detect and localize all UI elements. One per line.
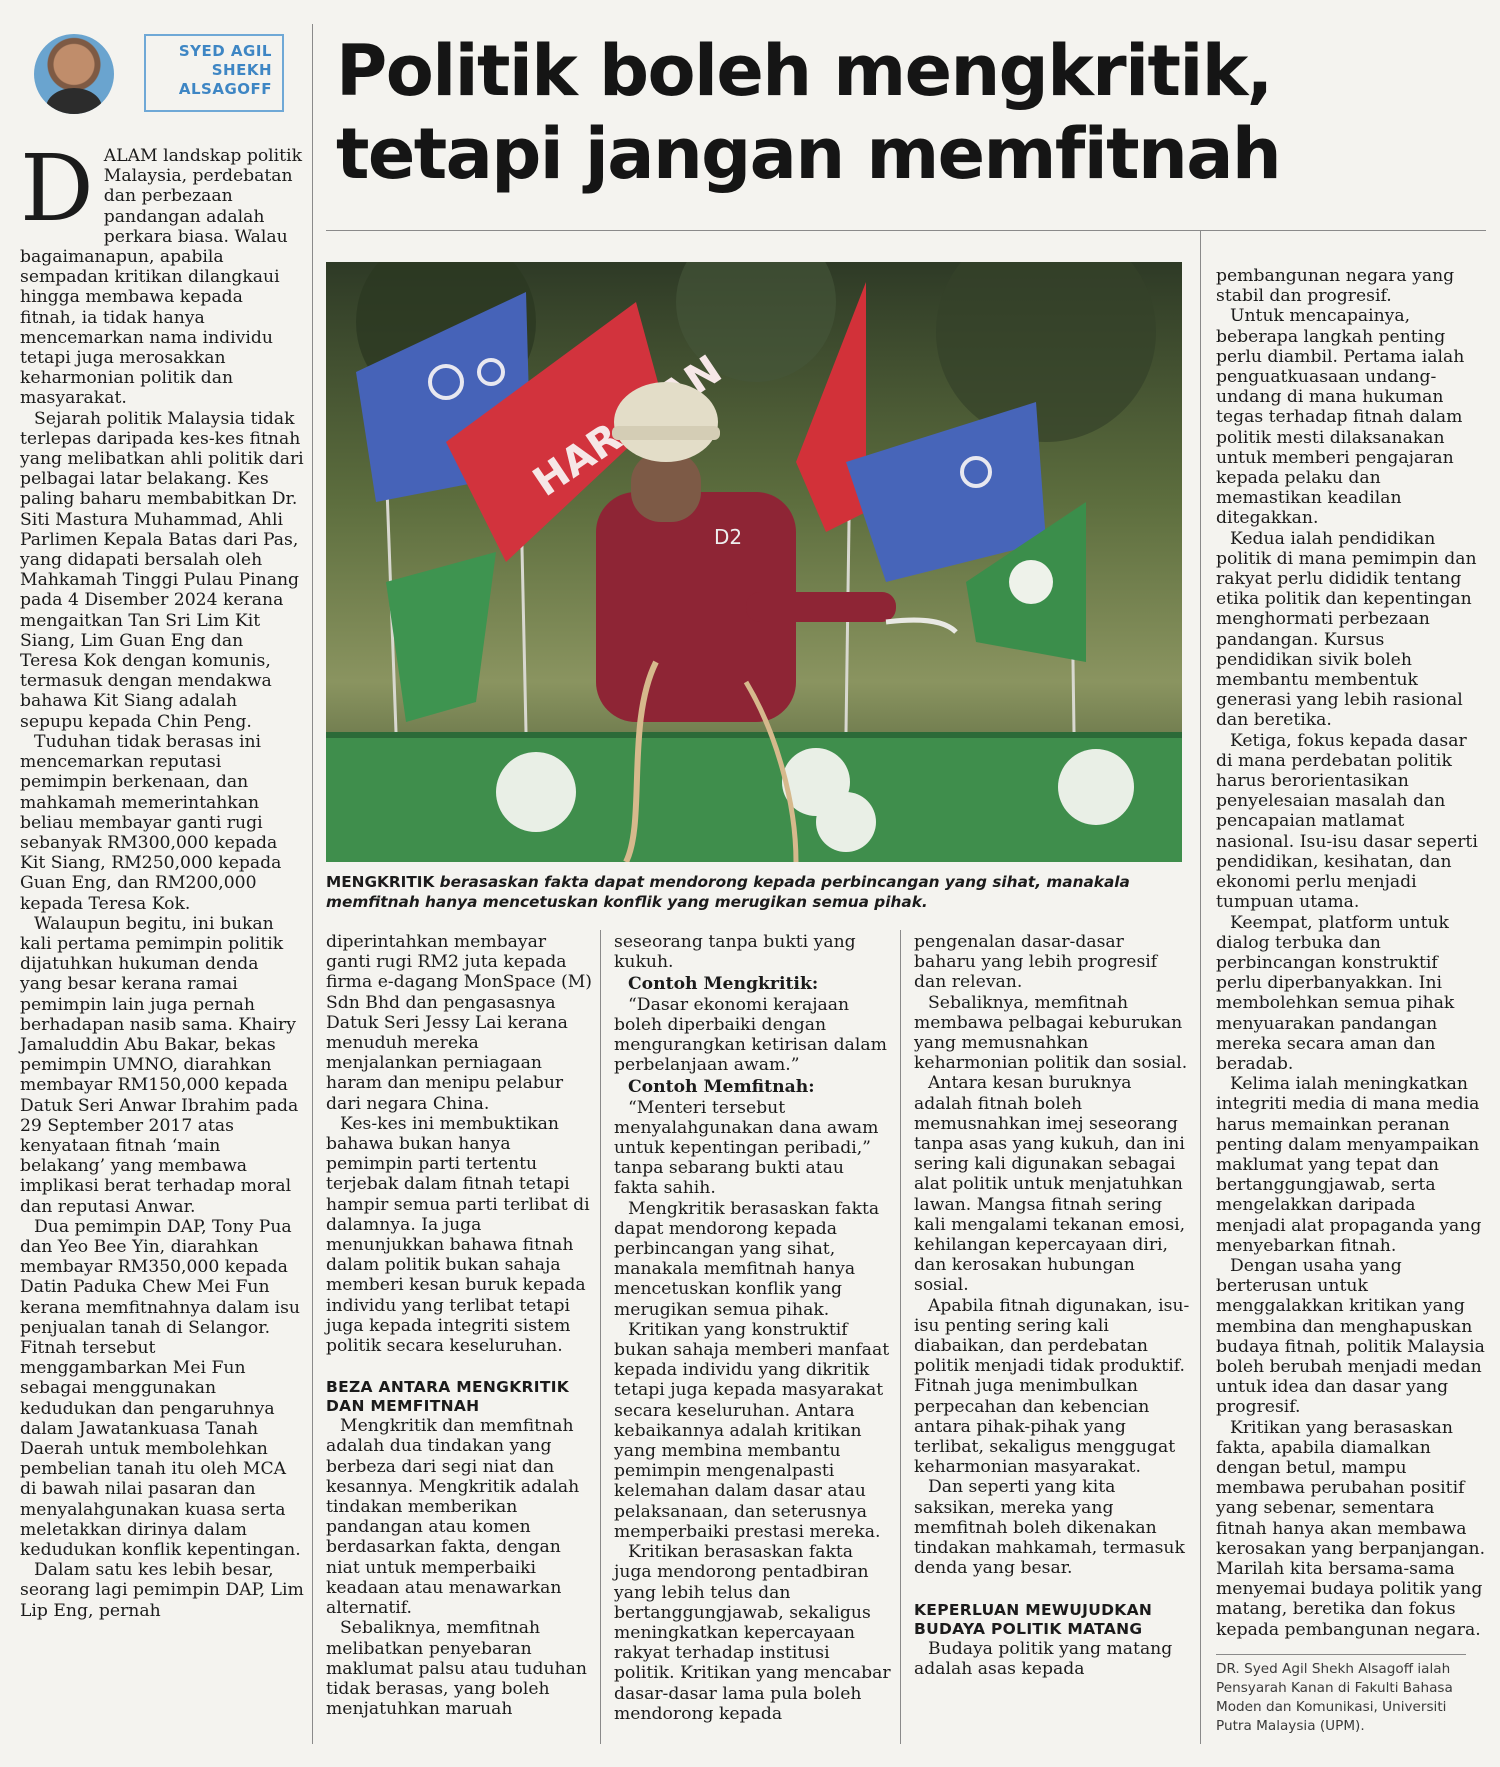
shirt-text: D2	[714, 525, 743, 549]
headline-line-1: Politik boleh mengkritik,	[336, 30, 1272, 112]
paragraph: Antara kesan buruknya adalah fitnah boleh memusnahkan imej seseorang tanpa asas yang kukuh, dan ini sering kali digunakan sebagai alat politik untuk menjatuhkan lawan. Mangsa fitnah sering kali mengalami tekanan emosi, kehilangan kepercayaan diri, dan kerosakan hubungan sosial.	[914, 1073, 1186, 1296]
article-column-2	[326, 932, 592, 1719]
author-name-line-1: SYED AGIL	[178, 42, 272, 60]
paragraph: ALAM landskap politik Malaysia, perdebatan dan perbezaan pandangan adalah perkara biasa. Walau bagaimanapun, apabila sempadan kritikan dilangkaui hingga membawa kepada fitnah, ia tidak hanya mencemarkan nama individu tetapi juga merosakkan keharmonian politik dan masyarakat.	[20, 146, 302, 409]
caption-text: berasaskan fakta dapat mendorong kepada perbincangan yang sihat, manakala memfitnah hanya mencetuskan konflik yang merugikan semua pihak.	[326, 873, 1130, 911]
paragraph: Apabila fitnah digunakan, isu-isu penting sering kali diabaikan, dan perdebatan politik menjadi tidak produktif. Fitnah juga menimbulkan perpecahan dan kebencian antara pihak-pihak yang terlibat, sekaligus menggugat keharmonian masyarakat.	[914, 1295, 1190, 1478]
paragraph: pembangunan negara yang stabil dan progresif.	[1216, 266, 1455, 307]
article-column-4	[914, 932, 1190, 1679]
paragraph: diperintahkan membayar ganti rugi RM2 juta kepada firma e-dagang MonSpace (M) Sdn Bhd dan pengasasnya Datuk Seri Jessy Lai kerana menuduh mereka menjalankan perniagaan haram dan menipu pelabur dari negara China.	[326, 932, 593, 1114]
photo-caption	[326, 872, 1186, 912]
headline	[336, 30, 1486, 196]
example-label: Contoh Memfitnah:	[628, 1077, 815, 1098]
paragraph: Dan seperti yang kita saksikan, mereka yang memfitnah boleh dikenakan tindakan mahkamah, termasuk denda yang besar.	[914, 1477, 1185, 1579]
column-rule	[600, 930, 601, 1744]
column-rule	[312, 24, 313, 1744]
headline-line-2: tetapi jangan memfitnah	[336, 113, 1281, 195]
paragraph: Ketiga, fokus kepada dasar di mana perdebatan politik harus berorientasikan penyelesaian masalah dan pencapaian matlamat nasional. Isu-isu dasar seperti pendidikan, kesihatan, dan ekonomi perlu menjadi tumpuan utama.	[1216, 730, 1478, 913]
caption-lead: MENGKRITIK	[326, 873, 435, 891]
article-column-1	[20, 135, 304, 1621]
paragraph: Tuduhan tidak berasas ini mencemarkan reputasi pemimpin berkenaan, dan mahkamah memerintahkan beliau membayar ganti rugi sebanyak RM300,000 kepada Kit Siang, RM250,000 kepada Guan Eng, dan RM200,000 kepada Teresa Kok.	[20, 731, 282, 914]
column-rule	[1200, 230, 1201, 1744]
byline	[24, 24, 296, 116]
column-rule	[900, 930, 901, 1744]
paragraph: Dua pemimpin DAP, Tony Pua dan Yeo Bee Yin, diarahkan membayar RM350,000 kepada Datin Paduka Chew Mei Fun kerana memfitnahnya dalam isu penjualan tanah di Selangor. Fitnah tersebut menggambarkan Mei Fun sebagai menggunakan kedudukan dan pengaruhnya dalam Jawatankuasa Tanah Daerah untuk membolehkan pembelian tanah itu oleh MCA di bawah nilai pasaran dan menyalahgunakan kuasa serta meletakkan dirinya dalam kedudukan konflik kepentingan.	[20, 1216, 301, 1561]
paragraph: Budaya politik yang matang adalah asas kepada	[914, 1638, 1173, 1679]
paragraph: Untuk mencapainya, beberapa langkah penting perlu diambil. Pertama ialah penguatkuasaan undang-undang di mana hukuman tegas terhadap fitnah dalam politik mesti dilaksanakan untuk memberi pengajaran kepada pelaku dan memastikan keadilan ditegakkan.	[1216, 306, 1465, 529]
author-name-line-2: SHEKH	[211, 61, 272, 79]
paragraph: Kritikan yang konstruktif bukan sahaja memberi manfaat kepada individu yang dikritik tetapi juga kepada masyarakat secara keseluruhan. Antara kebaikannya adalah kritikan yang membina membantu pemimpin mengenalpasti kelemahan dalam dasar atau pelaksanaan, dan seterusnya memperbaiki prestasi mereka.	[614, 1319, 890, 1542]
paragraph: pengenalan dasar-dasar baharu yang lebih progresif dan relevan.	[914, 932, 1158, 993]
author-name-line-3: ALSAGOFF	[178, 80, 272, 98]
news-photo	[326, 262, 1182, 862]
paragraph: Kes-kes ini membuktikan bahawa bukan hanya pemimpin parti tertentu terjebak dalam fitnah tetapi hampir semua parti terlibat di dalamnya. Ia juga menunjukkan bahawa fitnah dalam politik bukan sahaja memberi kesan buruk kepada individu yang terlibat tetapi juga kepada integriti sistem politik secara keseluruhan.	[326, 1113, 590, 1357]
paragraph: Kelima ialah meningkatkan integriti media di mana media harus memainkan peranan penting dalam menyampaikan maklumat yang tepat dan bertanggungjawab, serta mengelakkan daripada menjadi alat propaganda yang menyebarkan fitnah.	[1216, 1074, 1482, 1256]
paragraph: Mengkritik berasaskan fakta dapat mendorong kepada perbincangan yang sihat, manakala memfitnah hanya mencetuskan konflik yang merugikan semua pihak.	[614, 1198, 880, 1320]
article-column-3	[614, 932, 892, 1724]
section-heading: BEZA ANTARA MENGKRITIK DAN MEMFITNAH	[326, 1378, 570, 1416]
paragraph: Dalam satu kes lebih besar, seorang lagi pemimpin DAP, Lim Lip Eng, pernah	[20, 1560, 304, 1621]
example-quote: “Dasar ekonomi kerajaan boleh diperbaiki dengan mengurangkan ketirisan dalam perbelanjaan awam.”	[614, 994, 887, 1076]
headline-rule	[326, 230, 1486, 231]
author-avatar	[34, 34, 114, 114]
paragraph: Kritikan yang berasaskan fakta, apabila diamalkan dengan betul, mampu membawa perubahan positif yang sebenar, sementara fitnah hanya akan membawa kerosakan yang berpanjangan. Marilah kita bersama-sama menyemai budaya politik yang matang, beretika dan fokus kepada pembangunan negara.	[1216, 1417, 1486, 1640]
paragraph: Sejarah politik Malaysia tidak terlepas daripada kes-kes fitnah yang melibatkan ahli politik dari pelbagai latar belakang. Kes paling baharu membabitkan Dr. Siti Mastura Muhammad, Ahli Parlimen Kepala Batas dari Pas, yang didapati bersalah oleh Mahkamah Tinggi Pulau Pinang pada 4 Disember 2024 kerana mengaitkan Tan Sri Lim Kit Siang, Lim Guan Eng dan Teresa Kok dengan komunis, termasuk dengan mendakwa bahawa Kit Siang adalah sepupu kepada Chin Peng.	[20, 408, 304, 732]
paragraph: Dengan usaha yang berterusan untuk menggalakkan kritikan yang membina dan menghapuskan budaya fitnah, politik Malaysia boleh berubah menjadi medan untuk idea dan dasar yang progresif.	[1216, 1255, 1485, 1418]
drop-cap: D	[20, 135, 94, 242]
paragraph: Kedua ialah pendidikan politik di mana pemimpin dan rakyat perlu dididik tentang etika politik dan kepentingan menghormati perbezaan pandangan. Kursus pendidikan sivik boleh membantu membentuk generasi yang lebih rasional dan beretika.	[1216, 528, 1477, 731]
article-column-5	[1216, 266, 1486, 1640]
paragraph: Keempat, platform untuk dialog terbuka dan perbincangan konstruktif perlu diperbanyakkan. Ini membolehkan semua pihak menyuarakan pandangan mereka secara aman dan beradab.	[1216, 912, 1455, 1074]
paragraph: Walaupun begitu, ini bukan kali pertama pemimpin politik dijatuhkan hukuman denda yang besar kerana ramai pemimpin lain juga pernah berhadapan nasib sama. Khairy Jamaluddin Abu Bakar, bekas pemimpin UMNO, diarahkan membayar RM150,000 kepada Datuk Seri Anwar Ibrahim pada 29 September 2017 atas kenyataan fitnah ‘main belakang’ yang membawa implikasi berat terhadap moral dan reputasi Anwar.	[20, 913, 299, 1217]
photo-illustration	[326, 262, 1182, 862]
example-quote: “Menteri tersebut menyalahgunakan dana awam untuk kepentingan peribadi,” tanpa sebarang bukti atau fakta sahih.	[614, 1097, 879, 1199]
paragraph: Sebaliknya, memfitnah membawa pelbagai keburukan yang memusnahkan keharmonian politik dan sosial.	[914, 992, 1188, 1074]
example-label: Contoh Mengkritik:	[628, 974, 819, 995]
paragraph: Mengkritik dan memfitnah adalah dua tindakan yang berbeza dari segi niat dan kesannya. Mengkritik adalah tindakan memberikan pandangan atau komen berdasarkan fakta, dengan niat untuk memperbaiki keadaan atau menawarkan alternatif.	[326, 1416, 580, 1619]
paragraph: seseorang tanpa bukti yang kukuh.	[614, 932, 856, 973]
bio-rule	[1216, 1654, 1466, 1655]
section-heading: KEPERLUAN MEWUJUDKAN BUDAYA POLITIK MATANG	[914, 1600, 1153, 1638]
author-bio: DR. Syed Agil Shekh Alsagoff ialah Pensyarah Kanan di Fakulti Bahasa Moden dan Komunikasi, Universiti Putra Malaysia (UPM).	[1216, 1661, 1453, 1734]
author-name-box	[144, 34, 284, 112]
paragraph: Sebaliknya, memfitnah melibatkan penyebaran maklumat palsu atau tuduhan tidak berasas, yang boleh menjatuhkan maruah	[326, 1618, 587, 1720]
paragraph: Kritikan berasaskan fakta juga mendorong pentadbiran yang lebih telus dan bertanggungjawab, sekaligus meningkatkan kepercayaan rakyat terhadap institusi politik. Kritikan yang mencabar dasar-dasar lama pula boleh mendorong kepada	[614, 1542, 891, 1724]
